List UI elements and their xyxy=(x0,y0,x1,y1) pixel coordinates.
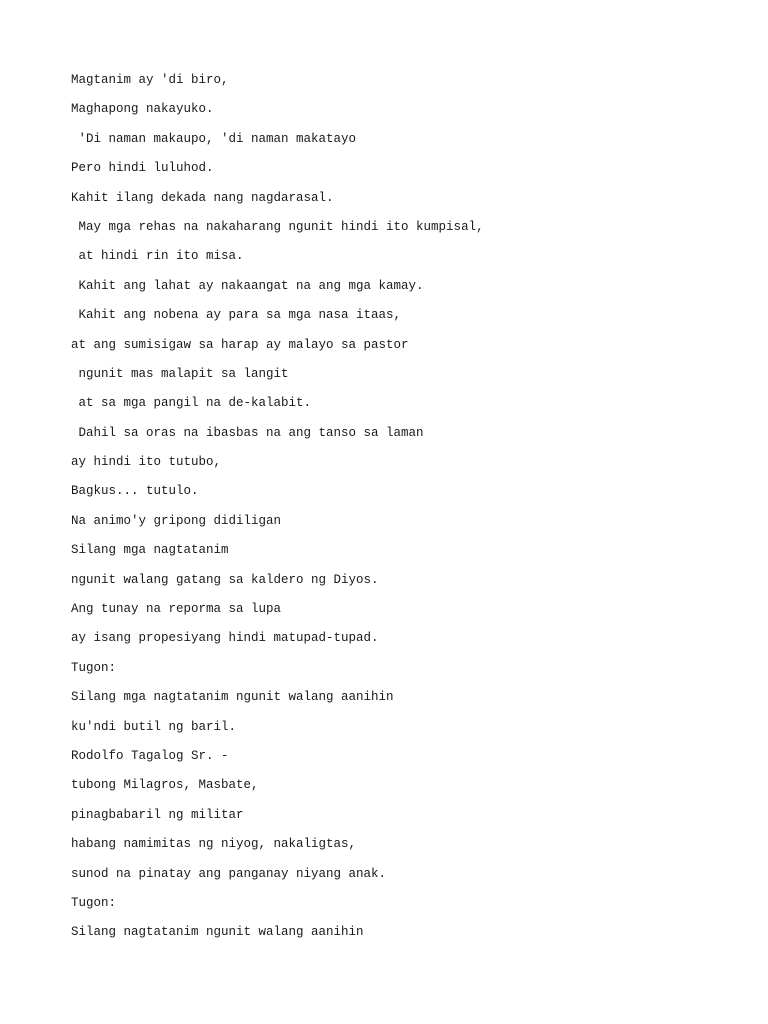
poem-line: Dahil sa oras na ibasbas na ang tanso sa laman xyxy=(71,425,424,440)
poem-line: ay isang propesiyang hindi matupad-tupad. xyxy=(71,631,379,646)
poem-line: May mga rehas na nakaharang ngunit hindi ito kumpisal, xyxy=(71,219,484,234)
poem-line: Bagkus... tutulo. xyxy=(71,484,199,499)
poem-line: Kahit ang lahat ay nakaangat na ang mga kamay. xyxy=(71,278,424,293)
poem-text xyxy=(71,72,751,954)
poem-line: at sa mga pangil na de-kalabit. xyxy=(71,396,312,411)
poem-line: ku'ndi butil ng baril. xyxy=(71,719,237,734)
poem-line: at ang sumisigaw sa harap ay malayo sa pastor xyxy=(71,337,409,352)
poem-line: pinagbabaril ng militar xyxy=(71,807,244,822)
poem-line: Magtanim ay 'di biro, xyxy=(71,73,229,87)
poem-line: ngunit mas malapit sa langit xyxy=(71,366,289,381)
poem-line: Maghapong nakayuko. xyxy=(71,102,214,117)
poem-line: Tugon: xyxy=(71,895,117,910)
poem-line: 'Di naman makaupo, 'di naman makatayo xyxy=(71,131,357,146)
poem-line: Rodolfo Tagalog Sr. - xyxy=(71,748,229,763)
poem-line: Na animo'y gripong didiligan xyxy=(71,513,282,528)
poem-line: Silang nagtatanim ngunit walang aanihin xyxy=(71,925,364,940)
poem-line: Silang mga nagtatanim ngunit walang aanihin xyxy=(71,690,394,705)
poem-line: Kahit ilang dekada nang nagdarasal. xyxy=(71,190,334,205)
poem-line: at hindi rin ito misa. xyxy=(71,249,244,264)
poem-line: Pero hindi luluhod. xyxy=(71,161,214,176)
poem-line: ay hindi ito tutubo, xyxy=(71,455,222,470)
poem-line: ngunit walang gatang sa kaldero ng Diyos. xyxy=(71,572,379,587)
poem-line: sunod na pinatay ang panganay niyang anak. xyxy=(71,866,387,881)
poem-line: Silang mga nagtatanim xyxy=(71,543,229,558)
poem-line: habang namimitas ng niyog, nakaligtas, xyxy=(71,837,357,852)
poem-line: Tugon: xyxy=(71,660,117,675)
poem-line: tubong Milagros, Masbate, xyxy=(71,778,259,793)
poem-line: Ang tunay na reporma sa lupa xyxy=(71,602,282,617)
poem-line: Kahit ang nobena ay para sa mga nasa itaas, xyxy=(71,308,402,323)
